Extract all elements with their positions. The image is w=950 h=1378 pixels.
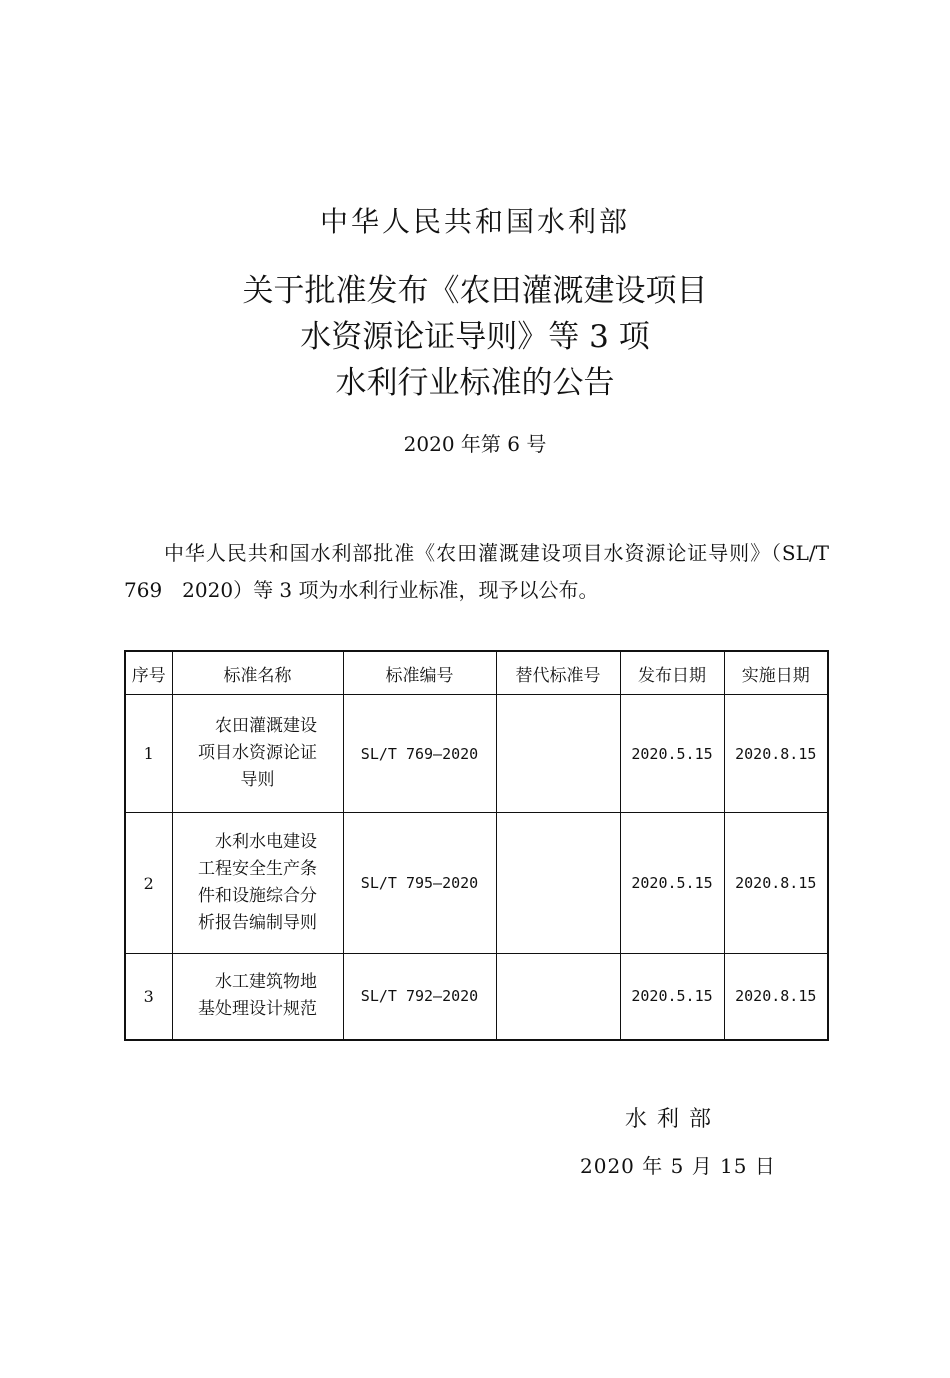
- name-line: 项目水资源论证: [198, 743, 317, 763]
- name-line: 件和设施综合分: [198, 886, 317, 906]
- standard-code: SL/T 769—2020: [343, 695, 496, 813]
- header-issue-date: 发布日期: [620, 651, 724, 695]
- row-number: 1: [125, 695, 172, 813]
- effective-date: 2020.8.15: [724, 695, 828, 813]
- name-line: 农田灌溉建设: [215, 716, 317, 736]
- issue-date: 2020.5.15: [620, 695, 724, 813]
- name-line: 水工建筑物地: [215, 972, 317, 993]
- standard-name: [172, 954, 343, 1040]
- issue-date: 2020.5.15: [620, 954, 724, 1040]
- name-line: 基处理设计规范: [198, 999, 317, 1020]
- signature-date: 2020 年 5 月 15 日: [580, 1154, 776, 1178]
- header-replaces: 替代标准号: [496, 651, 620, 695]
- table-row: [125, 695, 828, 813]
- announcement-body: [124, 535, 829, 609]
- title-line-3: 水利行业标准的公告: [335, 365, 615, 401]
- name-line: 析报告编制导则: [198, 913, 317, 933]
- title-line-1: 关于批准发布《农田灌溉建设项目: [242, 273, 708, 309]
- body-paragraph: 中华人民共和国水利部批准《农田灌溉建设项目水资源论证导则》（SL/T 769 2020）等 3 项为水利行业标准，现予以公布。: [124, 541, 829, 602]
- replaced-standard: [496, 954, 620, 1040]
- standard-code: SL/T 792—2020: [343, 954, 496, 1040]
- row-number: 2: [125, 813, 172, 954]
- standard-name: [172, 695, 343, 813]
- name-line: 工程安全生产条: [198, 859, 317, 879]
- title-line-2: 水资源论证导则》等 3 项: [300, 319, 650, 355]
- standards-table: [124, 650, 829, 1041]
- effective-date: 2020.8.15: [724, 954, 828, 1040]
- standard-name: [172, 813, 343, 954]
- effective-date: 2020.8.15: [724, 813, 828, 954]
- name-line: 导则: [240, 770, 275, 790]
- header-name: 标准名称: [172, 651, 343, 695]
- name-line: 水利水电建设: [215, 832, 317, 852]
- row-number: 3: [125, 954, 172, 1040]
- standard-code: SL/T 795—2020: [343, 813, 496, 954]
- table-row: [125, 813, 828, 954]
- replaced-standard: [496, 695, 620, 813]
- signature-organization: 水利部: [625, 1107, 722, 1132]
- table-header-row: [125, 651, 828, 695]
- issue-date: 2020.5.15: [620, 813, 724, 954]
- replaced-standard: [496, 813, 620, 954]
- issuing-organization: 中华人民共和国水利部: [319, 205, 630, 238]
- header-code: 标准编号: [343, 651, 496, 695]
- header-effective-date: 实施日期: [724, 651, 828, 695]
- table-row: [125, 954, 828, 1040]
- header-seq: 序号: [125, 651, 172, 695]
- announcement-title: [0, 268, 950, 406]
- document-number: 2020 年第 6 号: [403, 432, 547, 456]
